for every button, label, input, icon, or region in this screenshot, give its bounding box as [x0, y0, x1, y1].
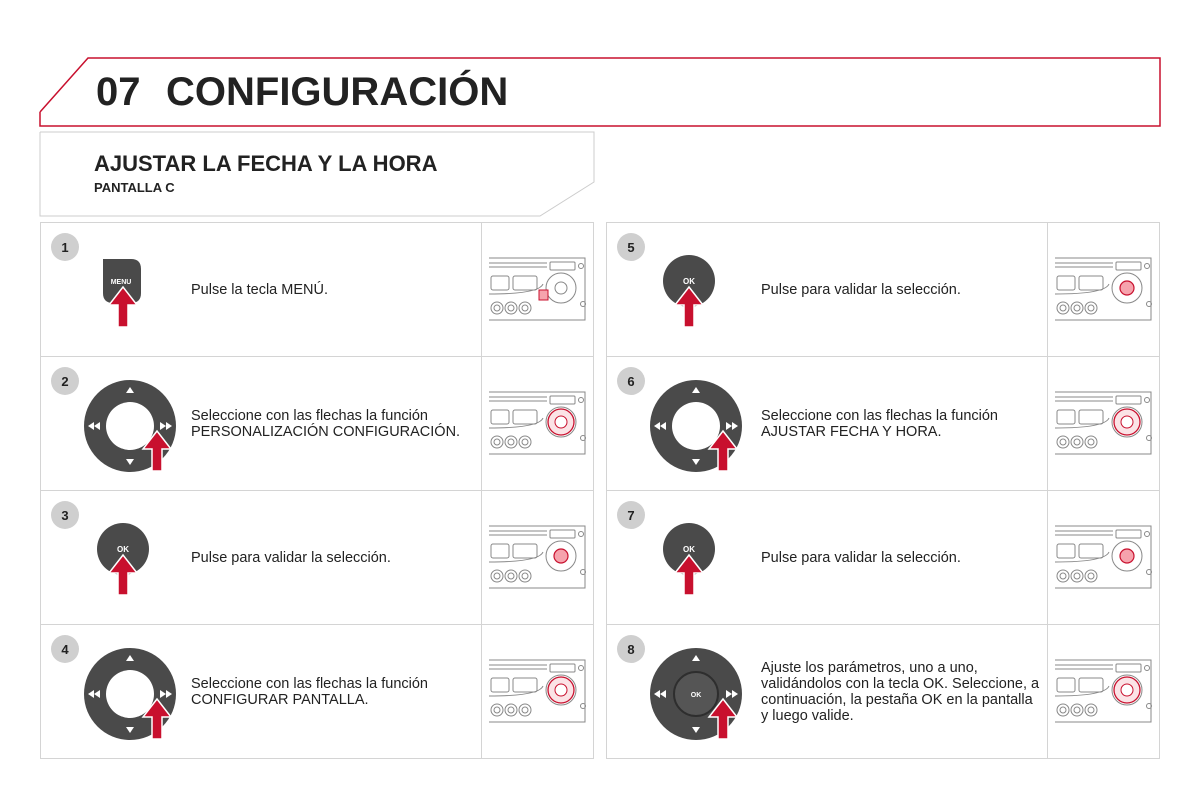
cell-divider [1047, 491, 1048, 624]
step-number-badge: 5 [617, 233, 645, 261]
step-5 [606, 222, 1160, 357]
radio-panel-icon [1053, 254, 1153, 324]
step-instruction: Pulse para validar la selección. [761, 282, 961, 298]
step-instruction: Pulse la tecla MENÚ. [191, 282, 328, 298]
radio-panel-icon [487, 522, 587, 592]
menu-key-label: MENU [110, 279, 132, 286]
radio-panel [487, 388, 587, 458]
arrow-pad-icon [75, 639, 195, 749]
chapter-number: 07 [96, 70, 141, 114]
chapter-title: CONFIGURACIÓN [166, 70, 509, 114]
step-instruction: Pulse para validar la selección. [761, 550, 961, 566]
radio-panel [1053, 656, 1153, 726]
ok-key-label: OK [683, 545, 695, 554]
arrow-pad-icon [641, 371, 761, 481]
step-instruction: Pulse para validar la selección. [191, 550, 391, 566]
radio-panel [487, 522, 587, 592]
step-instruction: Ajuste los parámetros, uno a uno, validándolos con la tecla OK. Seleccione, a continuación, la pestaña OK en la pantalla y luego valide. [761, 660, 1040, 724]
cell-divider [481, 625, 482, 758]
ok-key-label: OK [683, 277, 695, 286]
ok-key-icon [641, 505, 761, 615]
cell-divider [1047, 223, 1048, 356]
step-key-illustration [75, 505, 195, 615]
radio-panel-icon [1053, 656, 1153, 726]
arrow-pad-ok-icon [641, 639, 761, 749]
step-number-badge: 4 [51, 635, 79, 663]
radio-panel-icon [1053, 388, 1153, 458]
step-key-illustration [641, 371, 761, 481]
cell-divider [1047, 357, 1048, 490]
step-number-badge: 7 [617, 501, 645, 529]
ok-key-label: OK [117, 545, 129, 554]
step-instruction: Seleccione con las flechas la función PERSONALIZACIÓN CONFIGURACIÓN. [191, 408, 461, 440]
section-subtitle: PANTALLA C [94, 180, 175, 195]
step-number-badge: 3 [51, 501, 79, 529]
radio-panel [1053, 522, 1153, 592]
step-1 [40, 222, 594, 357]
cell-divider [481, 223, 482, 356]
radio-panel-icon [487, 388, 587, 458]
radio-panel [487, 254, 587, 324]
step-4 [40, 624, 594, 759]
step-instruction: Seleccione con las flechas la función CONFIGURAR PANTALLA. [191, 676, 428, 708]
step-number-badge: 1 [51, 233, 79, 261]
radio-panel [487, 656, 587, 726]
cell-divider [481, 357, 482, 490]
step-key-illustration [75, 639, 195, 749]
radio-panel-icon [487, 656, 587, 726]
step-key-illustration [641, 237, 761, 347]
cell-divider [481, 491, 482, 624]
step-2 [40, 356, 594, 491]
cell-divider [1047, 625, 1048, 758]
step-key-illustration [641, 639, 761, 749]
radio-panel-icon [487, 254, 587, 324]
step-key-illustration [641, 505, 761, 615]
step-key-illustration [75, 237, 195, 347]
step-number-badge: 2 [51, 367, 79, 395]
ok-key-label: OK [690, 692, 702, 699]
menu-key-icon [75, 237, 195, 347]
arrow-pad-icon [75, 371, 195, 481]
step-key-illustration [75, 371, 195, 481]
radio-panel [1053, 254, 1153, 324]
step-number-badge: 8 [617, 635, 645, 663]
step-number-badge: 6 [617, 367, 645, 395]
step-7 [606, 490, 1160, 625]
step-8 [606, 624, 1160, 759]
step-instruction: Seleccione con las flechas la función AJUSTAR FECHA Y HORA. [761, 408, 998, 440]
step-6 [606, 356, 1160, 491]
step-3 [40, 490, 594, 625]
radio-panel [1053, 388, 1153, 458]
ok-key-icon [75, 505, 195, 615]
radio-panel-icon [1053, 522, 1153, 592]
section-title: AJUSTAR LA FECHA Y LA HORA [94, 151, 438, 176]
ok-key-icon [641, 237, 761, 347]
